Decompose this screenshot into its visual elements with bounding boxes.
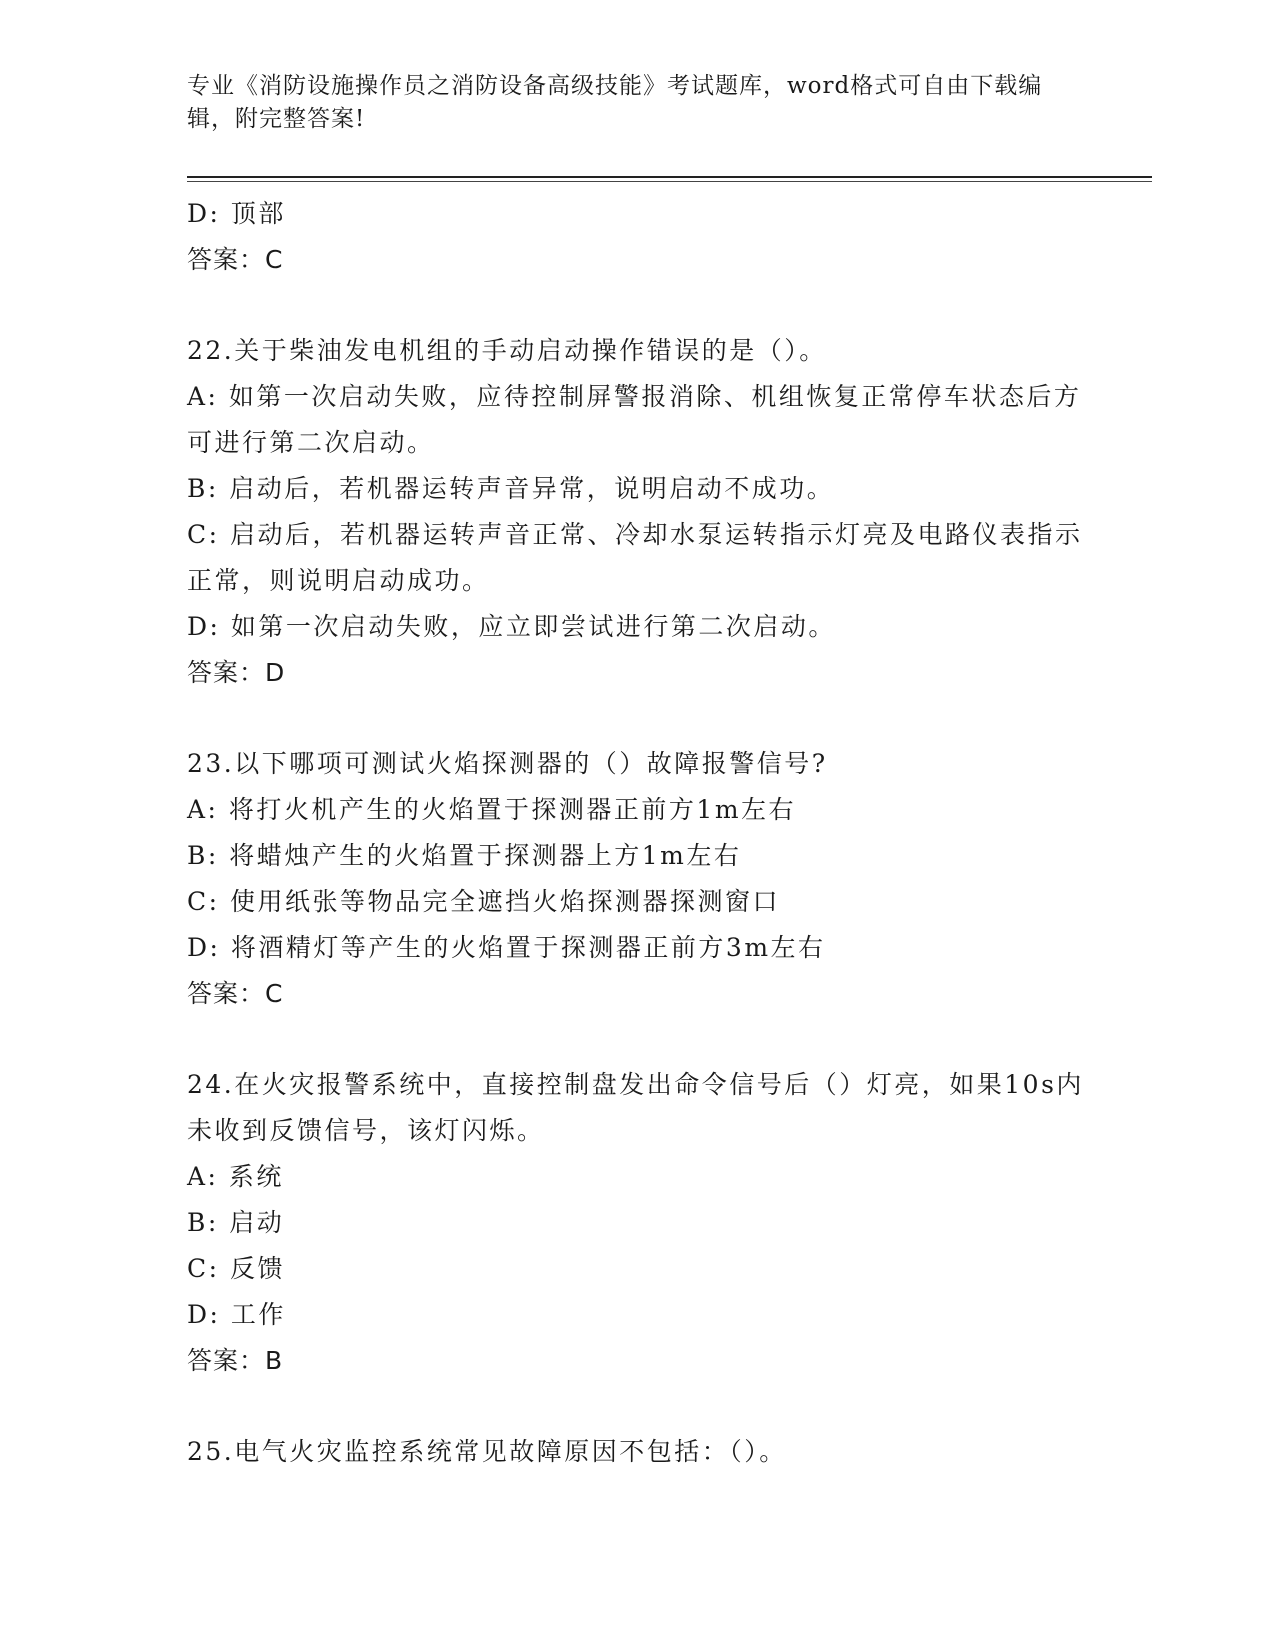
header-text: 专业《消防设施操作员之消防设备高级技能》考试题库，word格式可自由下载编辑，附完整答案! (187, 73, 1043, 132)
option-a: A: 将打火机产生的火焰置于探测器正前方1m左右 (187, 795, 797, 824)
question-22 (187, 328, 1087, 696)
option-b: B: 启动后，若机器运转声音异常，说明启动不成功。 (187, 474, 835, 503)
answer: 答案：D (187, 658, 286, 687)
option-c: C: 反馈 (187, 1254, 285, 1283)
question-23 (187, 741, 1087, 1017)
question-stem: 23.以下哪项可测试火焰探测器的（）故障报警信号? (187, 749, 828, 778)
answer: 答案：C (187, 979, 284, 1008)
header-rule-thin (187, 181, 1152, 182)
question-stem: 22.关于柴油发电机组的手动启动操作错误的是（）。 (187, 336, 827, 365)
question-stem: 25.电气火灾监控系统常见故障原因不包括：（）。 (187, 1437, 787, 1466)
question-24 (187, 1062, 1087, 1384)
prev-option-d: D: 顶部 (187, 199, 286, 228)
option-d: D: 将酒精灯等产生的火焰置于探测器正前方3m左右 (187, 933, 826, 962)
option-b: B: 将蜡烛产生的火焰置于探测器上方1m左右 (187, 841, 742, 870)
option-a: A: 系统 (187, 1162, 284, 1191)
option-d: D: 如第一次启动失败，应立即尝试进行第二次启动。 (187, 612, 836, 641)
header-rule-thick (187, 176, 1152, 178)
option-c: C: 启动后，若机器运转声音正常、冷却水泵运转指示灯亮及电路仪表指示正常，则说明启动成功。 (187, 520, 1083, 595)
option-a: A: 如第一次启动失败，应待控制屏警报消除、机组恢复正常停车状态后方可进行第二次启动。 (187, 382, 1082, 457)
question-25 (187, 1429, 1087, 1475)
option-c: C: 使用纸张等物品完全遮挡火焰探测器探测窗口 (187, 887, 780, 916)
option-d: D: 工作 (187, 1300, 286, 1329)
page-header (187, 70, 1067, 136)
question-stem: 24.在火灾报警系统中，直接控制盘发出命令信号后（）灯亮，如果10s内未收到反馈信号，该灯闪烁。 (187, 1070, 1084, 1145)
document-body (187, 191, 1087, 1475)
option-b: B: 启动 (187, 1208, 285, 1237)
answer: 答案：B (187, 1346, 284, 1375)
prev-answer: 答案：C (187, 245, 284, 274)
